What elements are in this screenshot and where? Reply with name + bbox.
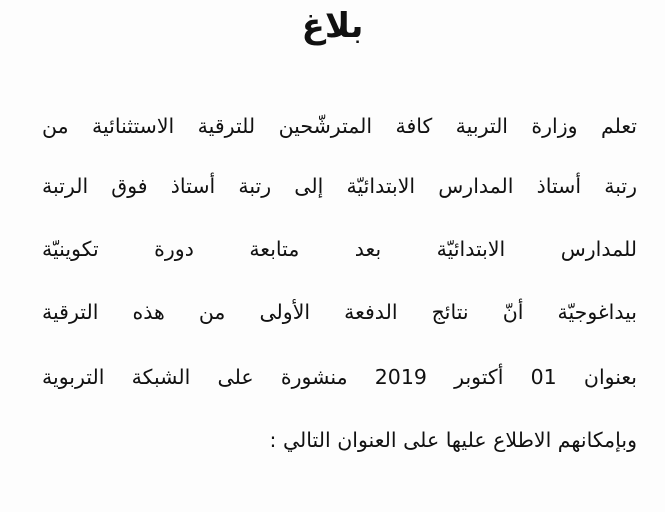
body-line-3: للمدارس الابتدائيّة بعد متابعة دورة تكوينيّة <box>42 237 637 261</box>
body-line-2: رتبة أستاذ المدارس الابتدائيّة إلى رتبة أستاذ فوق الرتبة <box>42 174 637 198</box>
body-line-1: تعلم وزارة التربية كافة المترشّحين للترقية الاستثنائية من <box>42 114 637 138</box>
body-line-6: وبإمكانهم الاطلاع عليها على العنوان التالي : <box>269 428 637 452</box>
body-line-4: بيداغوجيّة أنّ نتائج الدفعة الأولى من هذه الترقية <box>42 300 637 324</box>
page-title: بلاغ <box>301 6 364 46</box>
body-line-5: بعنوان 01 أكتوبر 2019 منشورة على الشبكة التربوية <box>42 365 638 389</box>
